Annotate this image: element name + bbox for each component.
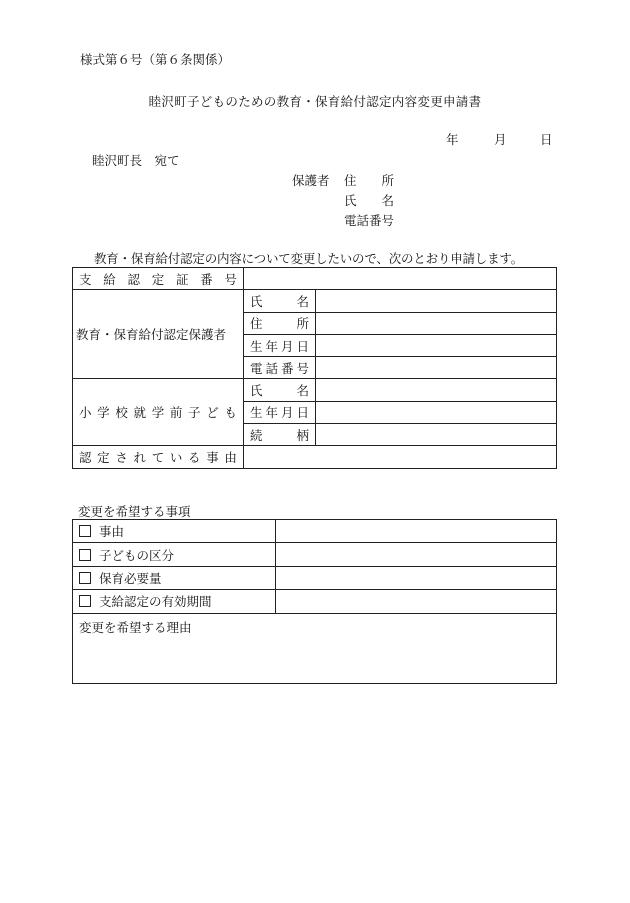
spread-label (79, 270, 237, 288)
char: 日 (296, 405, 309, 421)
char: 年 (265, 338, 278, 354)
change-section-title: 変更を希望する事項 (78, 504, 191, 519)
declaration-text: 教育・保育給付認定の内容について変更したいので、次のとおり申請します。 (94, 251, 524, 266)
char: 生 (250, 405, 263, 421)
char: 認 (127, 271, 140, 287)
char: て (151, 450, 165, 466)
guardian-name-row (73, 290, 557, 312)
char: 月 (280, 338, 294, 354)
char: ど (206, 405, 219, 421)
char: い (169, 450, 183, 466)
child-name-field[interactable] (316, 379, 557, 401)
char: さ (115, 450, 128, 466)
cert-number-field[interactable] (244, 268, 557, 290)
guardian-phone-field[interactable] (316, 357, 557, 379)
application-table (72, 267, 557, 469)
certified-reason-row (73, 446, 557, 468)
char: 日 (296, 338, 309, 354)
char: 定 (151, 271, 165, 287)
change-item-reason[interactable] (73, 520, 276, 543)
char: 学 (97, 405, 110, 421)
addressee: 睦沢町長 宛て (92, 153, 180, 168)
guardian-name-label: 氏 名 (344, 193, 395, 208)
change-reason-label: 変更を希望する理由 (79, 619, 192, 635)
change-reason-field[interactable] (73, 613, 557, 683)
checkbox[interactable] (79, 595, 91, 607)
guardian-phone-sublabel (244, 357, 316, 379)
char: 由 (224, 450, 237, 466)
guardian-name-field[interactable] (316, 290, 557, 312)
guardian-address-sublabel (244, 312, 316, 334)
child-birthdate-sublabel (244, 401, 316, 423)
char: 番 (280, 360, 294, 376)
char: 子 (188, 405, 201, 421)
guardian-group-label: 教育・保育給付認定保護者 (73, 290, 244, 379)
child-group-label (73, 379, 244, 446)
child-relationship-field[interactable] (316, 424, 557, 446)
change-item-field[interactable] (276, 590, 557, 613)
checkbox[interactable] (79, 572, 91, 584)
guardian-address-field[interactable] (316, 312, 557, 334)
char: 所 (296, 316, 309, 332)
char: も (224, 405, 237, 421)
char: 号 (224, 271, 237, 287)
guardian-label: 保護者 (292, 173, 330, 188)
char: 支 (79, 271, 92, 287)
char: 電 (250, 360, 263, 376)
char: 定 (97, 450, 110, 466)
char: 学 (151, 405, 165, 421)
char: 名 (296, 383, 309, 399)
form-title: 睦沢町子どものための教育・保育給付認定内容変更申請書 (148, 94, 482, 109)
change-reason-row (73, 613, 557, 683)
char: 号 (296, 360, 309, 376)
cert-number-label (73, 268, 244, 290)
change-item-field[interactable] (276, 543, 557, 566)
change-item-row (73, 543, 557, 566)
char: 校 (115, 405, 128, 421)
child-birthdate-field[interactable] (316, 401, 557, 423)
guardian-birthdate-field[interactable] (316, 334, 557, 356)
guardian-name-sublabel (244, 290, 316, 312)
char: れ (133, 450, 147, 466)
guardian-phone-label: 電話番号 (344, 213, 395, 228)
char: 話 (265, 360, 278, 376)
char: 番 (200, 271, 213, 287)
char: 年 (265, 405, 278, 421)
char: 前 (169, 405, 183, 421)
child-relationship-sublabel (244, 424, 316, 446)
char: る (188, 450, 201, 466)
change-item-label: 子どもの区分 (99, 547, 175, 563)
change-item-row (73, 590, 557, 613)
guardian-birthdate-sublabel (244, 334, 316, 356)
char: 氏 (250, 293, 263, 309)
spread-label (79, 448, 237, 466)
checkbox[interactable] (79, 549, 91, 561)
char: 月 (280, 405, 294, 421)
change-item-field[interactable] (276, 520, 557, 543)
char: 事 (206, 450, 219, 466)
change-item-child-category[interactable] (73, 543, 276, 566)
char: 続 (250, 427, 263, 443)
change-item-row (73, 520, 557, 543)
char: 認 (79, 450, 92, 466)
change-item-care-amount[interactable] (73, 566, 276, 589)
char: 証 (175, 271, 189, 287)
certified-reason-label (73, 446, 244, 468)
child-name-row (73, 379, 557, 401)
char: 小 (79, 405, 92, 421)
guardian-address-label: 住 所 (344, 173, 395, 188)
cert-number-row (73, 268, 557, 290)
checkbox[interactable] (79, 525, 91, 537)
spread-label (79, 403, 237, 421)
char: 給 (103, 271, 116, 287)
char: 就 (133, 405, 147, 421)
char: 住 (250, 316, 263, 332)
change-item-label: 保育必要量 (99, 570, 162, 586)
date-day-label: 日 (540, 132, 553, 147)
form-number: 様式第６号（第６条関係） (80, 52, 231, 67)
change-item-validity-period[interactable] (73, 590, 276, 613)
change-item-row (73, 566, 557, 589)
char: 柄 (296, 427, 309, 443)
change-item-field[interactable] (276, 566, 557, 589)
change-item-label: 事由 (99, 524, 125, 540)
date-year-label: 年 (446, 132, 459, 147)
char: 名 (296, 293, 309, 309)
char: 氏 (250, 383, 263, 399)
certified-reason-field[interactable] (244, 446, 557, 468)
change-item-label: 支給認定の有効期間 (99, 594, 212, 610)
char: 生 (250, 338, 263, 354)
child-name-sublabel (244, 379, 316, 401)
change-table (72, 519, 557, 684)
date-month-label: 月 (494, 132, 507, 147)
